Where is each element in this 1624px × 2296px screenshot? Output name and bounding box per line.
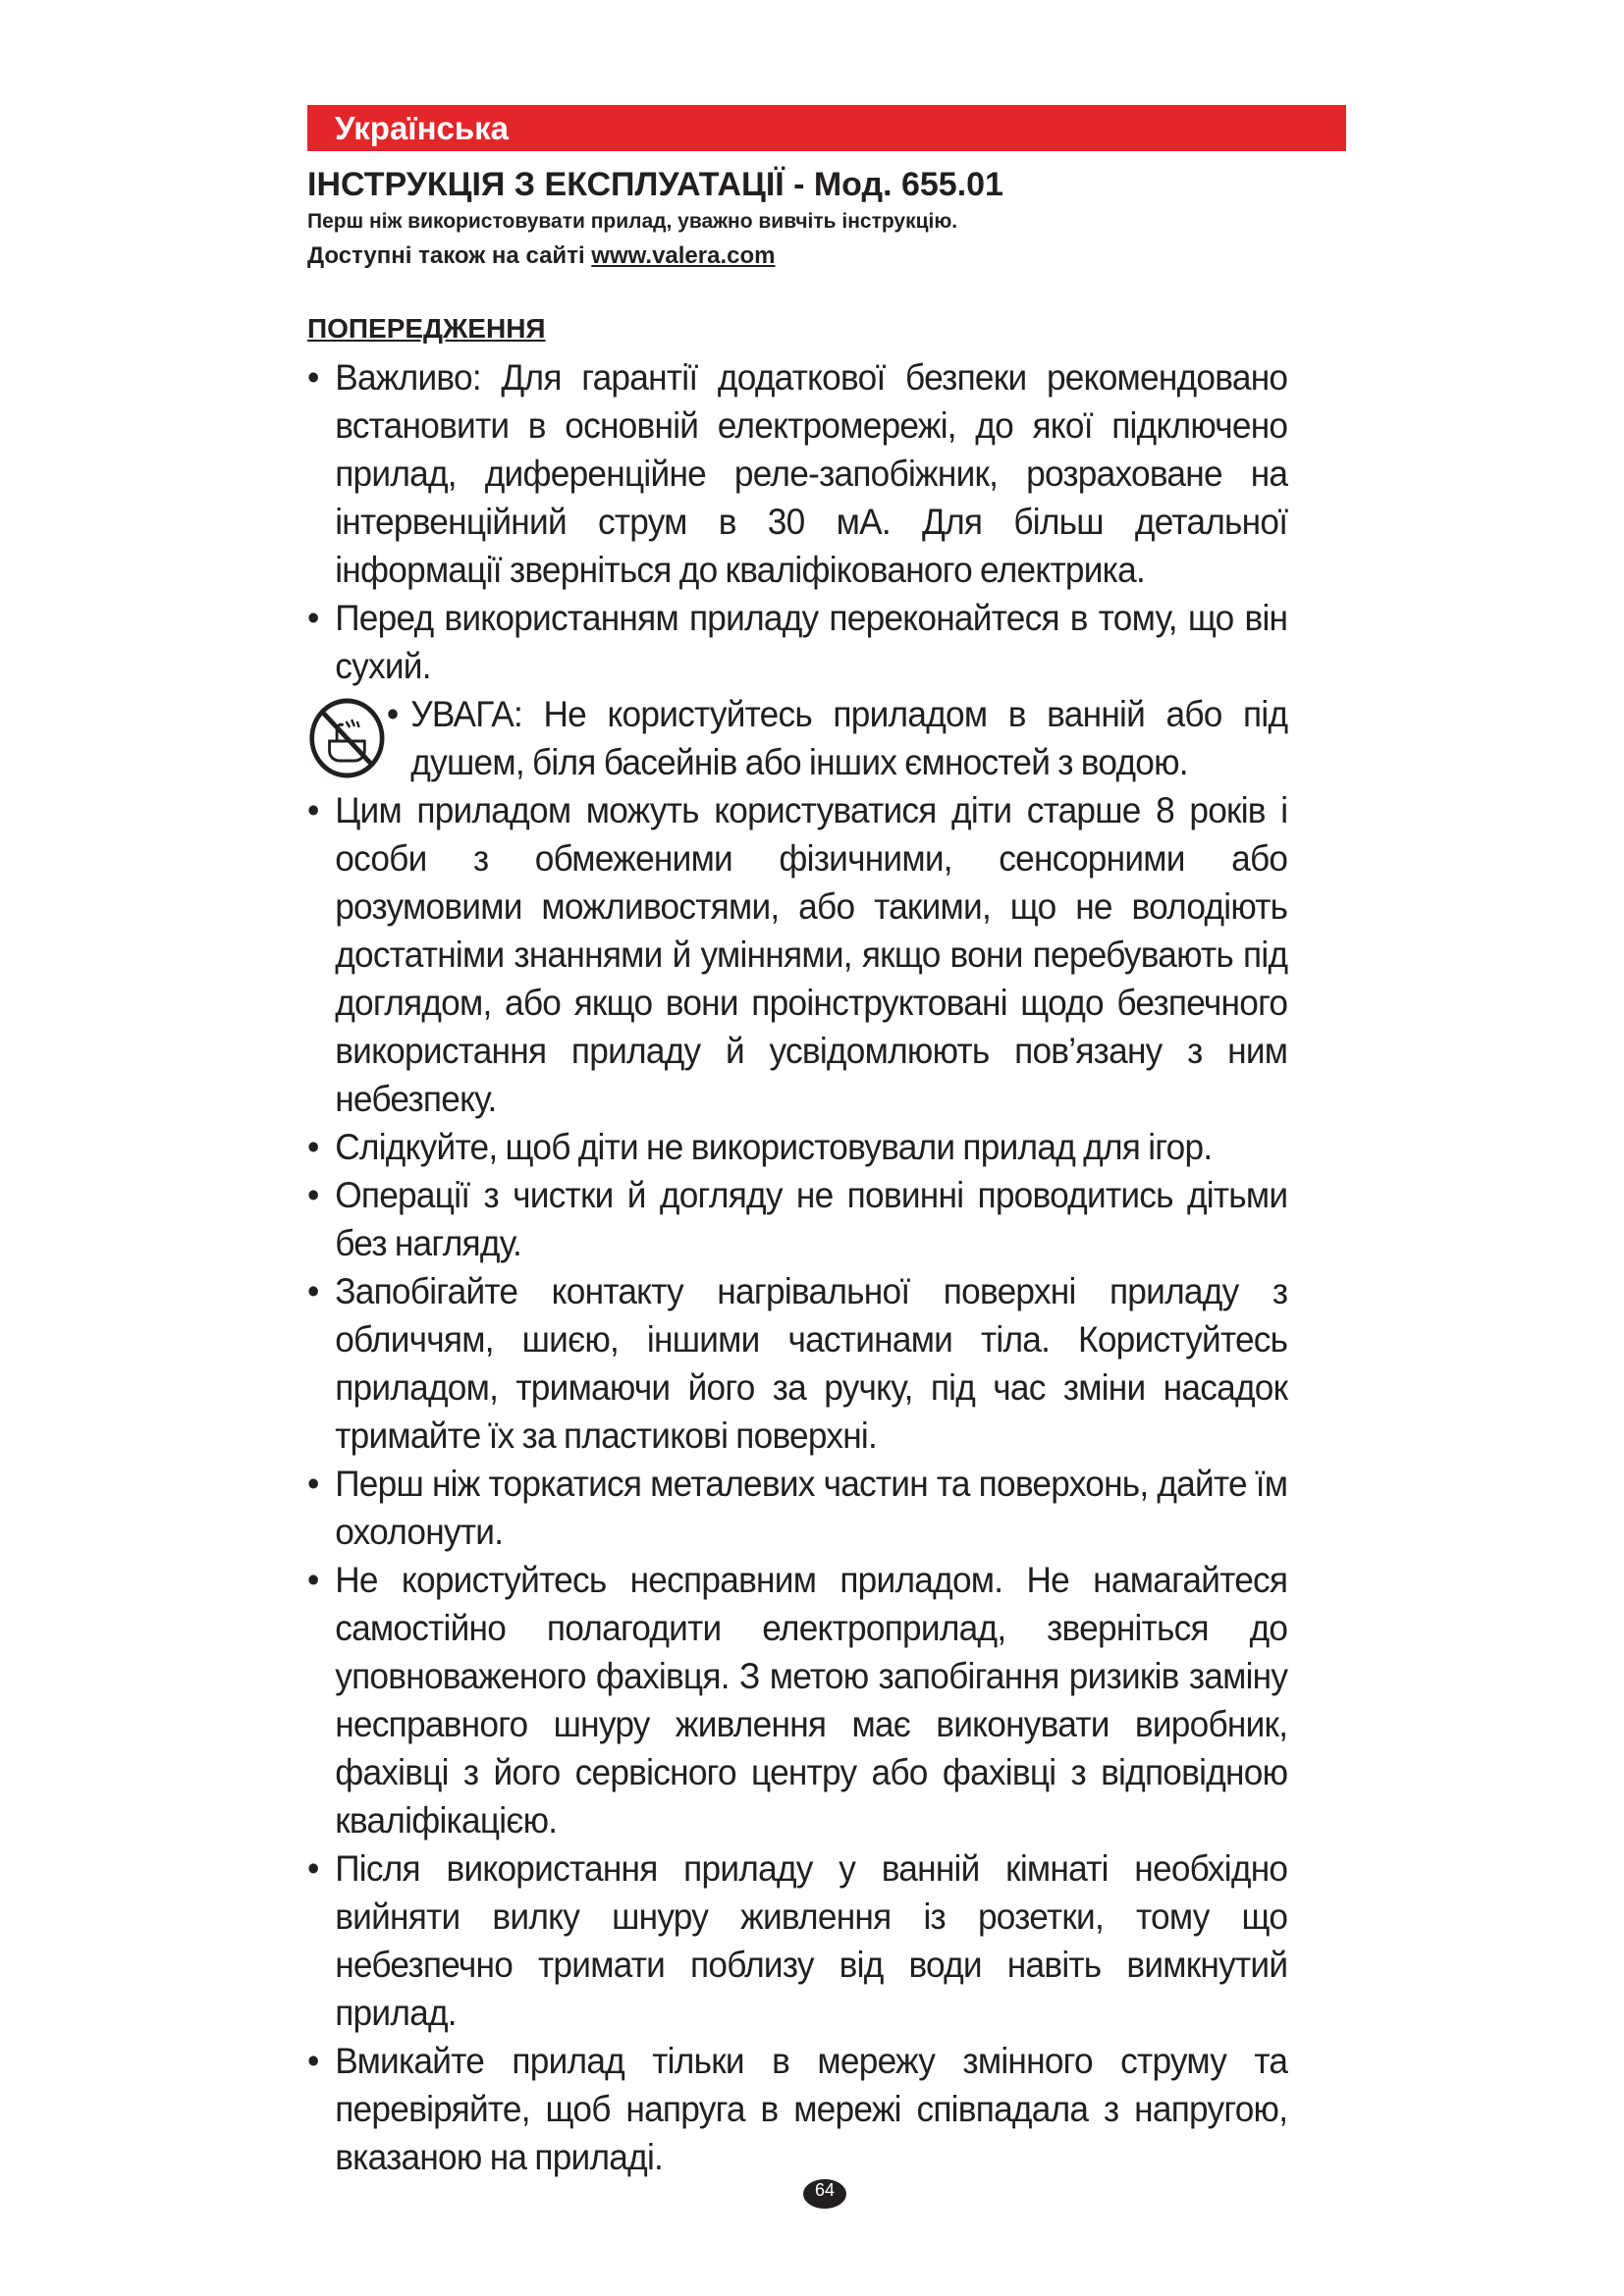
bullet: • (307, 789, 319, 830)
bullet: • (307, 356, 319, 398)
bullet: • (307, 1270, 319, 1311)
warnings-list (307, 353, 1287, 2181)
website-prefix: Доступні також на сайті (307, 242, 592, 269)
warning-text: Слідкуйте, щоб діти не використовували прилад для ігор. (335, 1126, 1213, 1167)
page-number: 64 (803, 2179, 846, 2209)
warning-text: УВАГА: Не користуйтесь приладом в ванній або під душем, біля басейнів або інших ємностей з водою. (410, 693, 1288, 782)
bullet: • (307, 597, 319, 638)
bullet: • (307, 1559, 319, 1600)
warning-text: Перед використанням приладу переконайтеся в тому, що він сухий. (335, 597, 1288, 686)
warning-item (307, 1460, 1287, 1556)
bullet: • (307, 2040, 319, 2081)
warning-text: Не користуйтесь несправним приладом. Не намагайтеся самостійно полагодити електроприлад, зверніться до уповноваженого фахівця. З метою запобігання ризиків заміну несправного шнуру живлення має виконувати виробник, фахівці з його сервісного центру або фахівці з відповідною кваліфікацією. (335, 1559, 1288, 1841)
website-line (307, 241, 775, 271)
warning-text: Запобігайте контакту нагрівальної поверхні приладу з обличчям, шиєю, іншими частинами тіла. Користуйтесь приладом, тримаючи його за ручку, під час зміни насадок тримайте їх за пластикові поверхні. (335, 1270, 1288, 1456)
page-title: ІНСТРУКЦІЯ З ЕКСПЛУАТАЦІЇ - Мод. 655.01 (307, 166, 1003, 203)
bullet: • (307, 1847, 319, 1889)
warning-item (307, 1123, 1287, 1171)
warning-text: Перш ніж торкатися металевих частин та поверхонь, дайте їм охолонути. (335, 1463, 1288, 1552)
language-bar (307, 105, 1346, 151)
warning-item (307, 2037, 1287, 2181)
warning-text: Цим приладом можуть користуватися діти старше 8 років і особи з обмеженими фізичними, сенсорними або розумовими можливостями, або такими, що не володіють достатніми знаннями й уміннями, якщо вони перебувають під доглядом, або якщо вони проінструктовані щодо безпечного використання приладу й усвідомлюють пов’язану з ним небезпеку. (335, 789, 1288, 1119)
warning-text: Вмикайте прилад тільки в мережу змінного струму та перевіряйте, щоб напруга в мережі співпадала з напругою, вказаною на приладі. (335, 2040, 1288, 2177)
no-bath-icon (307, 696, 387, 780)
bullet: • (307, 1463, 319, 1504)
warning-item (307, 690, 1287, 786)
warning-item (307, 1556, 1287, 1844)
website-link[interactable]: www.valera.com (591, 242, 776, 269)
warning-item (307, 786, 1287, 1123)
warning-item (307, 353, 1287, 594)
bullet: • (307, 1174, 319, 1215)
section-heading: ПОПЕРЕДЖЕННЯ (307, 313, 546, 344)
warning-text: Після використання приладу у ванній кімнаті необхідно вийняти вилку шнуру живлення із розетки, тому що небезпечно тримати поблизу від води навіть вимкнутий прилад. (335, 1847, 1288, 2033)
warning-text: Важливо: Для гарантії додаткової безпеки рекомендовано встановити в основній електромережі, до якої підключено прилад, диференційне реле-запобіжник, розраховане на інтервенційний струм в 30 мА. Для більш детальної інформації зверніться до кваліфікованого електрика. (335, 356, 1288, 590)
language-label: Українська (335, 110, 510, 146)
bullet: • (386, 693, 399, 734)
bullet: • (307, 1126, 319, 1167)
warning-text: Операції з чистки й догляду не повинні проводитись дітьми без нагляду. (335, 1174, 1288, 1263)
warning-item (307, 1844, 1287, 2037)
warning-item (307, 1171, 1287, 1267)
page-subtitle: Перш ніж використовувати прилад, уважно вивчіть інструкцію. (307, 210, 958, 233)
warning-item (307, 594, 1287, 690)
warning-item (307, 1267, 1287, 1460)
